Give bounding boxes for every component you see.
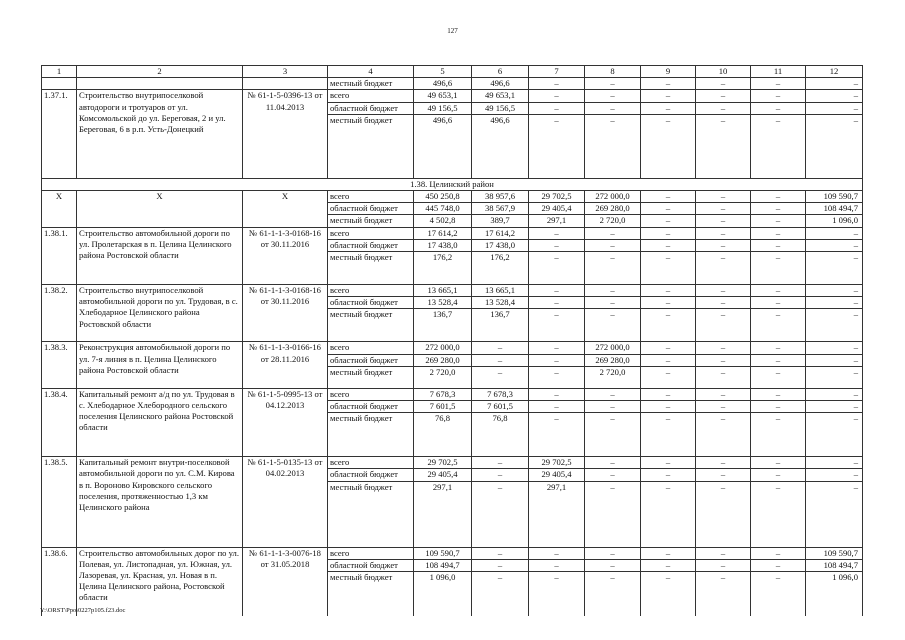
funding-type: всего <box>328 547 414 559</box>
value-cell: 269 280,0 <box>585 354 641 366</box>
funding-type: областной бюджет <box>328 469 414 481</box>
value-cell: 76,8 <box>414 413 472 457</box>
value-cell: – <box>641 297 696 309</box>
document-number: № 61-1-5-0135-13 от 04.02.2013 <box>243 457 328 547</box>
value-cell: – <box>696 572 751 616</box>
value-cell: 109 590,7 <box>806 547 863 559</box>
value-cell: – <box>696 227 751 239</box>
value-cell: 272 000,0 <box>585 191 641 203</box>
funding-type: всего <box>328 457 414 469</box>
value-cell: – <box>529 102 585 114</box>
value-cell: – <box>751 114 806 178</box>
col-header: 11 <box>751 66 806 78</box>
value-cell: – <box>751 366 806 388</box>
value-cell: – <box>696 90 751 102</box>
value-cell: – <box>641 413 696 457</box>
funding-type: всего <box>328 227 414 239</box>
value-cell: – <box>806 366 863 388</box>
value-cell: – <box>585 252 641 285</box>
value-cell: 17 438,0 <box>414 239 472 251</box>
value-cell: – <box>751 227 806 239</box>
col-header: 8 <box>585 66 641 78</box>
value-cell: – <box>751 285 806 297</box>
value-cell: 49 156,5 <box>472 102 529 114</box>
value-cell: – <box>529 413 585 457</box>
value-cell: 136,7 <box>414 309 472 342</box>
value-cell: – <box>529 114 585 178</box>
col-header: 6 <box>472 66 529 78</box>
value-cell: – <box>585 78 641 90</box>
value-cell: 17 614,2 <box>414 227 472 239</box>
value-cell: – <box>472 342 529 354</box>
item-name: Строительство внутрипоселковой автодороги и тротуаров от ул. Комсомольской до ул. Береговая, 2 и ул. Береговая, 6 в р.п. Усть-Донецкий <box>77 90 243 178</box>
funding-type: областной бюджет <box>328 203 414 215</box>
funding-type: местный бюджет <box>328 481 414 547</box>
value-cell: – <box>472 547 529 559</box>
value-cell: – <box>696 215 751 227</box>
value-cell: – <box>696 547 751 559</box>
funding-type: местный бюджет <box>328 252 414 285</box>
value-cell: – <box>696 309 751 342</box>
value-cell: – <box>641 401 696 413</box>
section-title: 1.38. Целинский район <box>42 178 863 190</box>
value-cell: 496,6 <box>472 114 529 178</box>
value-cell: 297,1 <box>414 481 472 547</box>
value-cell: – <box>472 366 529 388</box>
value-cell: 29 702,5 <box>529 457 585 469</box>
value-cell: 2 720,0 <box>414 366 472 388</box>
value-cell: – <box>696 342 751 354</box>
value-cell: – <box>529 572 585 616</box>
value-cell: – <box>806 413 863 457</box>
funding-type: областной бюджет <box>328 297 414 309</box>
value-cell: – <box>641 191 696 203</box>
value-cell: – <box>585 413 641 457</box>
funding-type: областной бюджет <box>328 559 414 571</box>
value-cell: – <box>585 239 641 251</box>
value-cell: 49 653,1 <box>414 90 472 102</box>
value-cell: 49 653,1 <box>472 90 529 102</box>
value-cell: – <box>585 469 641 481</box>
value-cell: – <box>696 102 751 114</box>
value-cell: – <box>529 309 585 342</box>
value-cell: – <box>751 481 806 547</box>
value-cell: 7 601,5 <box>414 401 472 413</box>
item-number: Х <box>42 191 77 228</box>
budget-table <box>41 65 863 616</box>
value-cell: – <box>472 481 529 547</box>
value-cell: – <box>751 215 806 227</box>
value-cell: 7 678,3 <box>414 388 472 400</box>
value-cell: – <box>641 285 696 297</box>
value-cell: – <box>585 401 641 413</box>
value-cell: – <box>806 342 863 354</box>
funding-type: областной бюджет <box>328 354 414 366</box>
value-cell: – <box>641 90 696 102</box>
value-cell: 269 280,0 <box>414 354 472 366</box>
table-row <box>42 457 863 469</box>
funding-type: местный бюджет <box>328 78 414 90</box>
item-name: Реконструкция автомобильной дороги по ул. 7-я линия в п. Целина Целинского района Ростовской области <box>77 342 243 388</box>
value-cell: 297,1 <box>529 215 585 227</box>
value-cell: – <box>641 227 696 239</box>
value-cell: 1 096,0 <box>806 572 863 616</box>
funding-type: областной бюджет <box>328 239 414 251</box>
value-cell: 17 438,0 <box>472 239 529 251</box>
col-header: 10 <box>696 66 751 78</box>
value-cell: – <box>751 354 806 366</box>
value-cell: 176,2 <box>414 252 472 285</box>
value-cell: – <box>751 252 806 285</box>
value-cell: – <box>751 102 806 114</box>
value-cell: – <box>641 388 696 400</box>
col-header: 1 <box>42 66 77 78</box>
value-cell: – <box>529 366 585 388</box>
value-cell: 4 502,8 <box>414 215 472 227</box>
value-cell: 389,7 <box>472 215 529 227</box>
item-name: Х <box>77 191 243 228</box>
value-cell: – <box>696 457 751 469</box>
document-number: № 61-1-5-0396-13 от 11.04.2013 <box>243 90 328 178</box>
value-cell: – <box>641 203 696 215</box>
file-path-footer: Y:\ORST\Ppo\0227p105.f23.doc <box>40 607 126 614</box>
funding-type: всего <box>328 90 414 102</box>
funding-type: всего <box>328 285 414 297</box>
table-row <box>42 342 863 354</box>
item-name: Капитальный ремонт внутри-поселковой автомобильной дороги по ул. С.М. Кирова в п. Вороново Кировского сельского поселения, протяженностью 1,3 км Целинского района <box>77 457 243 547</box>
continued-row <box>42 78 863 90</box>
value-cell: – <box>585 547 641 559</box>
value-cell: 29 405,4 <box>529 469 585 481</box>
col-header: 7 <box>529 66 585 78</box>
value-cell: – <box>472 572 529 616</box>
value-cell: – <box>751 401 806 413</box>
value-cell: 38 957,6 <box>472 191 529 203</box>
table-row <box>42 547 863 559</box>
value-cell: – <box>751 547 806 559</box>
document-number: № 61-1-1-3-0168-16 от 30.11.2016 <box>243 285 328 342</box>
value-cell: – <box>696 203 751 215</box>
value-cell: – <box>585 481 641 547</box>
item-number: 1.38.3. <box>42 342 77 388</box>
value-cell: – <box>696 559 751 571</box>
item-number: 1.38.6. <box>42 547 77 615</box>
value-cell: – <box>641 481 696 547</box>
value-cell: – <box>696 366 751 388</box>
value-cell: – <box>751 78 806 90</box>
value-cell: 29 702,5 <box>529 191 585 203</box>
value-cell: – <box>696 78 751 90</box>
funding-type: всего <box>328 191 414 203</box>
value-cell: – <box>641 252 696 285</box>
value-cell: – <box>585 297 641 309</box>
item-number: 1.38.5. <box>42 457 77 547</box>
value-cell: – <box>641 114 696 178</box>
value-cell: – <box>641 309 696 342</box>
value-cell: – <box>751 191 806 203</box>
value-cell: – <box>696 114 751 178</box>
value-cell: – <box>585 285 641 297</box>
funding-type: всего <box>328 388 414 400</box>
value-cell: – <box>696 252 751 285</box>
value-cell: – <box>472 457 529 469</box>
value-cell: – <box>641 239 696 251</box>
value-cell: – <box>641 469 696 481</box>
item-name: Строительство внутрипоселковой автомобильной дороги по ул. Трудовая, в с. Хлебодарное Целинского района Ростовской области <box>77 285 243 342</box>
value-cell: – <box>696 285 751 297</box>
value-cell: – <box>529 342 585 354</box>
value-cell: – <box>641 78 696 90</box>
value-cell: – <box>806 469 863 481</box>
item-number: 1.38.4. <box>42 388 77 456</box>
value-cell: – <box>806 90 863 102</box>
value-cell: – <box>806 114 863 178</box>
value-cell: – <box>529 388 585 400</box>
value-cell: – <box>641 102 696 114</box>
value-cell: – <box>529 354 585 366</box>
value-cell: – <box>806 457 863 469</box>
value-cell: – <box>696 239 751 251</box>
value-cell: – <box>529 401 585 413</box>
table-row <box>42 90 863 102</box>
funding-type: областной бюджет <box>328 401 414 413</box>
value-cell: – <box>806 354 863 366</box>
value-cell: – <box>696 388 751 400</box>
column-number-row <box>42 66 863 78</box>
value-cell: – <box>585 102 641 114</box>
value-cell: – <box>806 227 863 239</box>
col-header: 3 <box>243 66 328 78</box>
col-header: 4 <box>328 66 414 78</box>
value-cell: – <box>751 457 806 469</box>
value-cell: – <box>641 366 696 388</box>
value-cell: 496,6 <box>472 78 529 90</box>
value-cell: 297,1 <box>529 481 585 547</box>
document-number: № 61-1-5-0995-13 от 04.12.2013 <box>243 388 328 456</box>
value-cell: 13 528,4 <box>472 297 529 309</box>
table-body <box>42 66 863 616</box>
funding-type: местный бюджет <box>328 309 414 342</box>
value-cell: 136,7 <box>472 309 529 342</box>
value-cell: – <box>696 191 751 203</box>
value-cell: – <box>472 559 529 571</box>
value-cell: 496,6 <box>414 78 472 90</box>
value-cell: – <box>585 114 641 178</box>
value-cell: – <box>585 572 641 616</box>
funding-type: местный бюджет <box>328 366 414 388</box>
table-row <box>42 191 863 203</box>
value-cell: 496,6 <box>414 114 472 178</box>
value-cell: 445 748,0 <box>414 203 472 215</box>
value-cell: – <box>806 297 863 309</box>
value-cell: – <box>529 227 585 239</box>
value-cell: – <box>585 227 641 239</box>
value-cell: – <box>806 388 863 400</box>
page-number: 127 <box>447 27 458 35</box>
value-cell: – <box>585 309 641 342</box>
value-cell: – <box>641 572 696 616</box>
value-cell: – <box>529 90 585 102</box>
value-cell: – <box>806 78 863 90</box>
value-cell: – <box>529 285 585 297</box>
value-cell: – <box>585 457 641 469</box>
value-cell: – <box>529 239 585 251</box>
value-cell: – <box>751 388 806 400</box>
value-cell: – <box>472 469 529 481</box>
value-cell: – <box>529 559 585 571</box>
value-cell: – <box>696 481 751 547</box>
value-cell: – <box>751 413 806 457</box>
value-cell: 272 000,0 <box>585 342 641 354</box>
col-header: 5 <box>414 66 472 78</box>
value-cell: 108 494,7 <box>414 559 472 571</box>
funding-type: местный бюджет <box>328 413 414 457</box>
table-row <box>42 285 863 297</box>
value-cell: – <box>696 413 751 457</box>
value-cell: 176,2 <box>472 252 529 285</box>
document-number: № 61-1-1-3-0168-16 от 30.11.2016 <box>243 227 328 284</box>
item-name: Капитальный ремонт а/д по ул. Трудовая в с. Хлебодарное Хлебородного сельского поселения Целинского района Ростовской области <box>77 388 243 456</box>
value-cell: – <box>472 354 529 366</box>
document-number: № 61-1-1-3-0166-16 от 28.11.2016 <box>243 342 328 388</box>
value-cell: – <box>806 481 863 547</box>
value-cell: 108 494,7 <box>806 203 863 215</box>
value-cell: – <box>751 342 806 354</box>
col-header: 12 <box>806 66 863 78</box>
value-cell: – <box>806 401 863 413</box>
document-number: Х <box>243 191 328 228</box>
value-cell: 17 614,2 <box>472 227 529 239</box>
value-cell: – <box>751 559 806 571</box>
value-cell: 29 405,4 <box>529 203 585 215</box>
col-header: 2 <box>77 66 243 78</box>
value-cell: – <box>751 572 806 616</box>
value-cell: – <box>696 469 751 481</box>
value-cell: – <box>751 90 806 102</box>
value-cell: 1 096,0 <box>806 215 863 227</box>
value-cell: 49 156,5 <box>414 102 472 114</box>
value-cell: 272 000,0 <box>414 342 472 354</box>
section-row <box>42 178 863 190</box>
value-cell: – <box>529 78 585 90</box>
value-cell: – <box>806 102 863 114</box>
value-cell: 1 096,0 <box>414 572 472 616</box>
value-cell: – <box>641 342 696 354</box>
document-number: № 61-1-1-3-0076-18 от 31.05.2018 <box>243 547 328 615</box>
value-cell: 2 720,0 <box>585 366 641 388</box>
value-cell: 76,8 <box>472 413 529 457</box>
value-cell: – <box>751 239 806 251</box>
item-name: Строительство автомобильной дороги по ул. Пролетарская в п. Целина Целинского района Ростовской области <box>77 227 243 284</box>
funding-type: всего <box>328 342 414 354</box>
value-cell: – <box>529 252 585 285</box>
value-cell: – <box>806 239 863 251</box>
value-cell: – <box>585 90 641 102</box>
value-cell: 13 665,1 <box>472 285 529 297</box>
value-cell: – <box>751 469 806 481</box>
value-cell: – <box>751 203 806 215</box>
value-cell: – <box>529 297 585 309</box>
table-row <box>42 388 863 400</box>
value-cell: – <box>585 559 641 571</box>
item-number: 1.38.2. <box>42 285 77 342</box>
value-cell: 38 567,9 <box>472 203 529 215</box>
value-cell: – <box>641 354 696 366</box>
item-number: 1.37.1. <box>42 90 77 178</box>
value-cell: – <box>585 388 641 400</box>
funding-type: местный бюджет <box>328 215 414 227</box>
col-header: 9 <box>641 66 696 78</box>
value-cell: – <box>806 252 863 285</box>
value-cell: – <box>641 559 696 571</box>
value-cell: – <box>806 309 863 342</box>
value-cell: – <box>641 547 696 559</box>
value-cell: 269 280,0 <box>585 203 641 215</box>
value-cell: 13 665,1 <box>414 285 472 297</box>
value-cell: – <box>696 297 751 309</box>
table-row <box>42 227 863 239</box>
funding-type: местный бюджет <box>328 114 414 178</box>
value-cell: – <box>529 547 585 559</box>
value-cell: 13 528,4 <box>414 297 472 309</box>
value-cell: – <box>696 354 751 366</box>
value-cell: – <box>641 215 696 227</box>
value-cell: – <box>696 401 751 413</box>
item-name: Строительство автомобильных дорог по ул. Полевая, ул. Листопадная, ул. Южная, ул. Лазоревая, ул. Красная, ул. Новая в п. Целина Целинского района, Ростовской области <box>77 547 243 615</box>
value-cell: 29 702,5 <box>414 457 472 469</box>
funding-type: местный бюджет <box>328 572 414 616</box>
value-cell: – <box>806 285 863 297</box>
value-cell: 450 250,8 <box>414 191 472 203</box>
value-cell: – <box>751 309 806 342</box>
funding-type: областной бюджет <box>328 102 414 114</box>
item-number: 1.38.1. <box>42 227 77 284</box>
value-cell: 29 405,4 <box>414 469 472 481</box>
value-cell: 109 590,7 <box>414 547 472 559</box>
value-cell: 108 494,7 <box>806 559 863 571</box>
value-cell: 2 720,0 <box>585 215 641 227</box>
value-cell: 7 678,3 <box>472 388 529 400</box>
value-cell: 7 601,5 <box>472 401 529 413</box>
value-cell: – <box>751 297 806 309</box>
value-cell: – <box>641 457 696 469</box>
value-cell: 109 590,7 <box>806 191 863 203</box>
